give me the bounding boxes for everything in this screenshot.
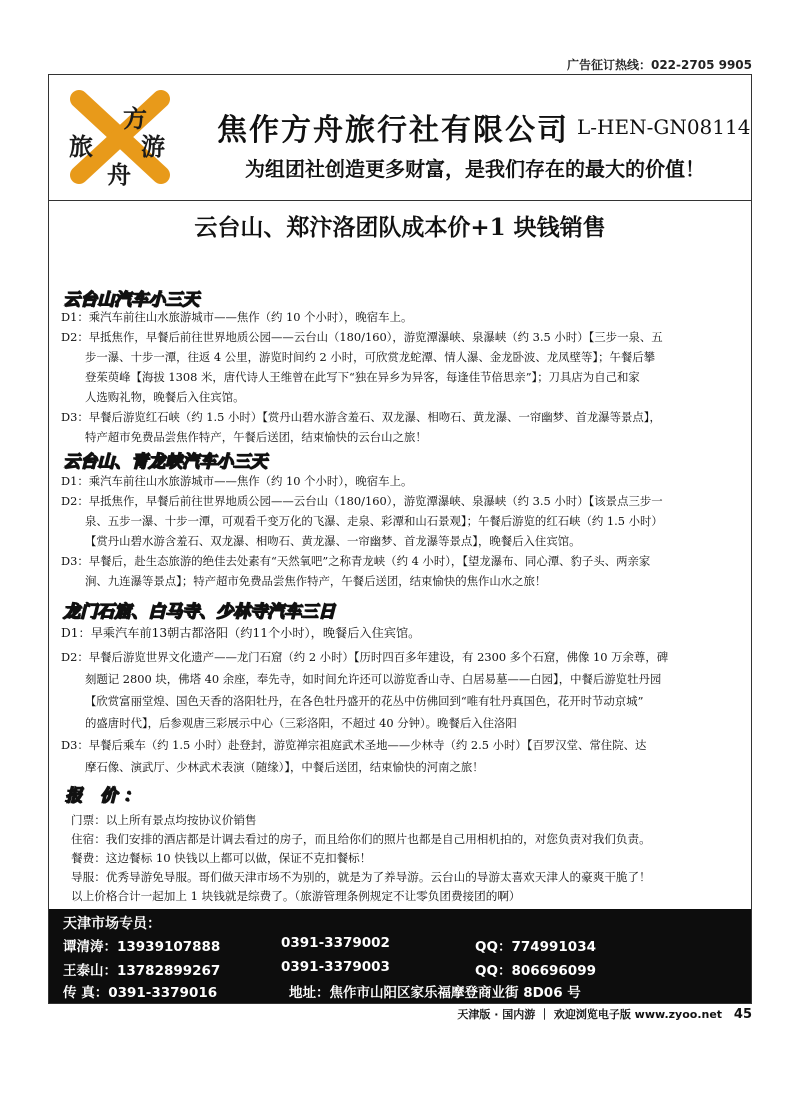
itinerary-line: D2：早抵焦作，早餐后前往世界地质公园——云台山（180/160），游览潭瀑峡、泉瀑峡（约 3.5 小时）【该景点三步一 bbox=[61, 494, 663, 508]
company-header bbox=[49, 75, 751, 201]
itinerary-line: 【赏丹山碧水游含羞石、双龙瀑、相吻石、黄龙瀑、一帘幽梦、首龙瀑等景点】，晚餐后入住宾馆。 bbox=[85, 534, 581, 548]
logo-char-bottom: 舟 bbox=[107, 161, 131, 187]
quote-line: 导服：优秀导游免导服。哥们做天津市场不为别的，就是为了养导游。云台山的导游太喜欢天津人的豪爽干脆了！ bbox=[71, 870, 651, 884]
itinerary-line: 刻题记 2800 块，佛塔 40 余座，奉先寺，如时间允许还可以游览香山寺、白居易墓——白园】，中餐后游览牡丹园 bbox=[85, 672, 662, 686]
itinerary-line: D3：早餐后乘车（约 1.5 小时）赴登封，游览禅宗祖庭武术圣地——少林寺（约 2.5 小时）【百罗汉堂、常住院、达 bbox=[61, 738, 647, 752]
section-heading-qinglong: 云台山、青龙峡汽车小三天 bbox=[63, 452, 267, 472]
company-name: 焦作方舟旅行社有限公司 bbox=[217, 113, 569, 148]
itinerary-line: D1：乘汽车前往山水旅游城市——焦作（约 10 个小时），晚宿车上。 bbox=[61, 310, 413, 324]
company-slogan: 为组团社创造更多财富，是我们存在的最大的价值！ bbox=[245, 157, 705, 181]
quote-line: 以上价格合计一起加上 1 块钱就是综费了。（旅游管理条例规定不让零负团费接团的啊） bbox=[71, 889, 521, 903]
footer-text: 天津版 · 国内游 ｜ 欢迎浏览电子版 www.zyoo.net bbox=[457, 1008, 723, 1021]
section-heading-yuntai: 云台山汽车小三天 bbox=[63, 290, 199, 310]
contact-landline: 0391-3379003 bbox=[281, 959, 390, 975]
contact-landline: 0391-3379002 bbox=[281, 935, 390, 951]
company-logo bbox=[65, 87, 175, 187]
contact-name-phone: 谭清涛：13939107888 bbox=[63, 939, 221, 955]
contact-block bbox=[49, 909, 751, 1003]
license-number: L-HEN-GN08114 bbox=[577, 115, 751, 139]
contact-qq: QQ：806696099 bbox=[475, 963, 596, 979]
logo-char-left: 旅 bbox=[69, 133, 93, 161]
contact-fax: 传 真：0391-3379016 bbox=[63, 985, 218, 1001]
itinerary-line: D1：早乘汽车前13朝古都洛阳（约11个小时），晚餐后入住宾馆。 bbox=[61, 626, 421, 640]
itinerary-line: 特产超市免费品尝焦作特产，午餐后送团，结束愉快的云台山之旅！ bbox=[85, 430, 427, 444]
itinerary-line: D3：早餐后游览红石峡（约 1.5 小时）【赏丹山碧水游含羞石、双龙瀑、相吻石、黄龙瀑、一帘幽梦、首龙瀑等景点】， bbox=[61, 410, 661, 424]
logo-cross-icon bbox=[65, 87, 175, 187]
itinerary-line: 步一瀑、十步一潭，往返 4 公里，游览时间约 2 小时，可欣赏龙蛇潭、情人瀑、金龙卧波、龙凤壁等】；午餐后攀 bbox=[85, 350, 656, 364]
contact-address: 地址：焦作市山阳区家乐福摩登商业街 8D06 号 bbox=[289, 985, 581, 1001]
itinerary-line: D2：早餐后游览世界文化遗产——龙门石窟（约 2 小时）【历时四百多年建设，有 2300 多个石窟，佛像 10 万余尊，碑 bbox=[61, 650, 669, 664]
logo-char-top: 方 bbox=[123, 105, 147, 133]
contact-qq: QQ：774991034 bbox=[475, 939, 596, 955]
itinerary-line: D1：乘汽车前往山水旅游城市——焦作（约 10 个小时），晚宿车上。 bbox=[61, 474, 413, 488]
itinerary-line: D3：早餐后，赴生态旅游的绝佳去处素有“天然氧吧”之称青龙峡（约 4 小时），【望龙瀑布、同心潭、豹子头、两亲家 bbox=[61, 554, 651, 568]
contact-name-phone: 王泰山：13782899267 bbox=[63, 963, 221, 979]
itinerary-line: 【欣赏富丽堂煌、国色天香的洛阳牡丹，在各色牡丹盛开的花丛中仿佛回到“唯有牡丹真国色，花开时节动京城” bbox=[85, 694, 644, 708]
hotline: 广告征订热线：022-2705 9905 bbox=[566, 58, 752, 72]
page-number: 45 bbox=[733, 1007, 752, 1022]
section-heading-longmen: 龙门石窟、白马寺、少林寺汽车三日 bbox=[63, 602, 335, 622]
page-footer bbox=[457, 1006, 752, 1022]
contact-title: 天津市场专员： bbox=[63, 916, 161, 932]
itinerary-line: D2：早抵焦作，早餐后前往世界地质公园——云台山（180/160），游览潭瀑峡、泉瀑峡（约 3.5 小时）【三步一泉、五 bbox=[61, 330, 663, 344]
logo-char-right: 游 bbox=[141, 133, 165, 161]
page-title: 云台山、郑汴洛团队成本价+1 块钱销售 bbox=[194, 214, 606, 241]
itinerary-line: 的盛唐时代】，后参观唐三彩展示中心（三彩洛阳，不超过 40 分钟）。晚餐后入住洛阳 bbox=[85, 716, 517, 730]
quote-line: 门票：以上所有景点均按协议价销售 bbox=[71, 813, 257, 827]
quote-line: 住宿：我们安排的酒店都是计调去看过的房子，而且给你们的照片也都是自己用相机拍的，对您负责对我们负责。 bbox=[71, 832, 651, 846]
quote-line: 餐费：这边餐标 10 快钱以上都可以做，保证不克扣餐标！ bbox=[71, 851, 372, 865]
itinerary-line: 泉、五步一瀑、十步一潭，可观看千变万化的飞瀑、走泉、彩潭和山石景观】；午餐后游览的红石峡（约 1.5 小时） bbox=[85, 514, 663, 528]
itinerary-line: 摩石像、演武厅、少林武术表演（随缘）】，中餐后送团，结束愉快的河南之旅！ bbox=[85, 760, 484, 774]
itinerary-line: 人选购礼物，晚餐后入住宾馆。 bbox=[85, 390, 245, 404]
ad-frame bbox=[48, 74, 752, 1004]
quote-heading: 报 价： bbox=[65, 786, 146, 806]
itinerary-line: 登茱萸峰【海拔 1308 米，唐代诗人王维曾在此写下“独在异乡为异客，每逢佳节倍思亲”】；刀具店为自己和家 bbox=[85, 370, 640, 384]
itinerary-line: 涧、九连瀑等景点】；特产超市免费品尝焦作特产，午餐后送团，结束愉快的焦作山水之旅！ bbox=[85, 574, 547, 588]
